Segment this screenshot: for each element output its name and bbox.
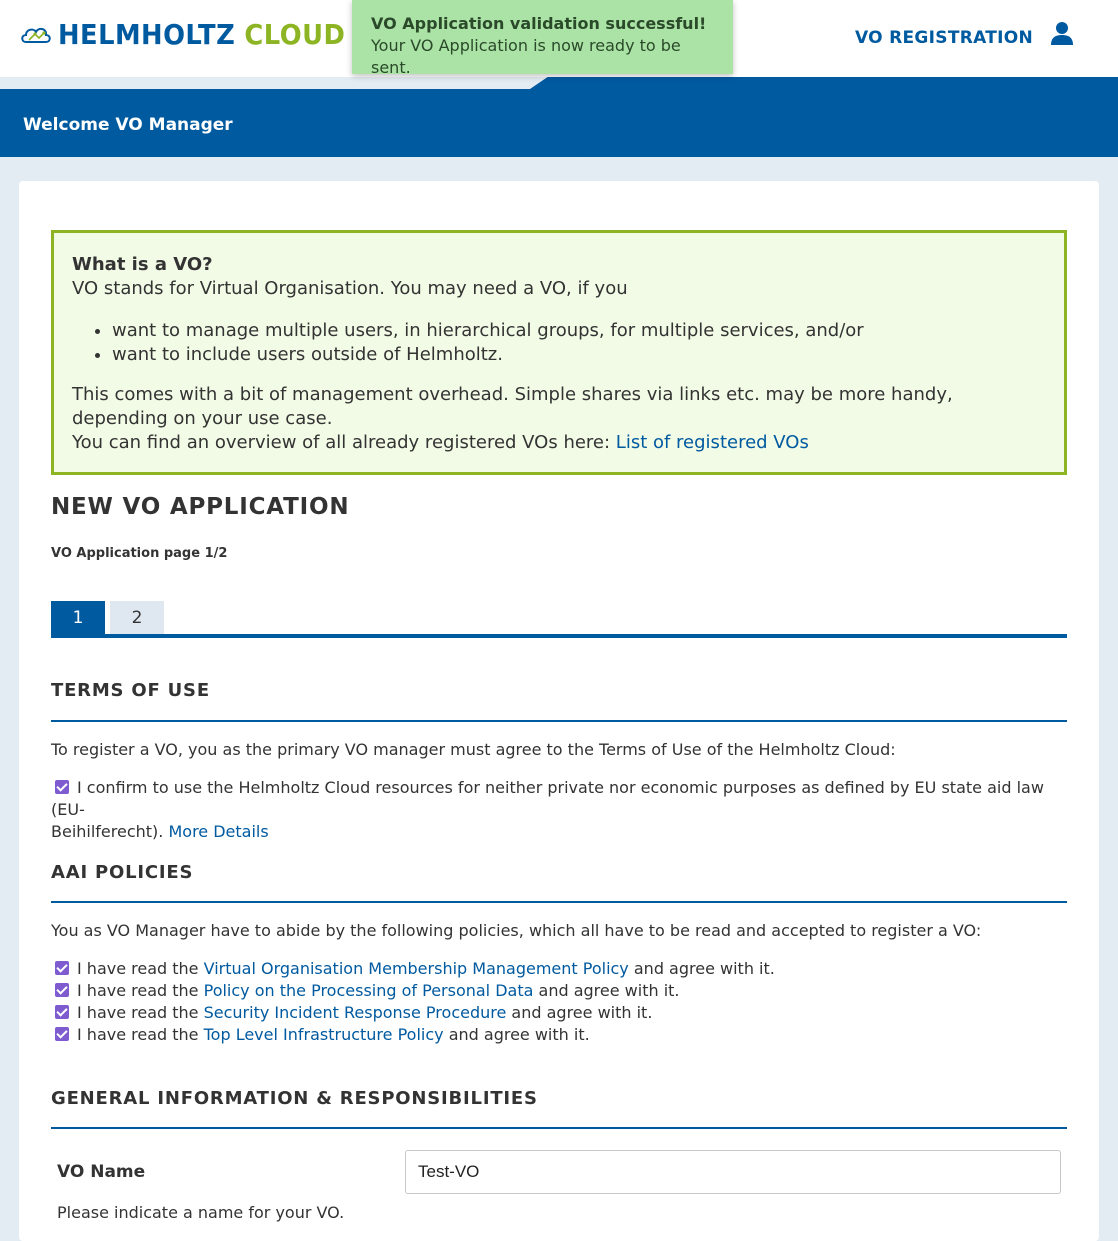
page-indicator: VO Application page 1/2: [51, 546, 228, 561]
page-title: NEW VO APPLICATION: [51, 494, 350, 520]
aai-policies-heading: AAI POLICIES: [51, 862, 194, 883]
vo-name-label: VO Name: [57, 1162, 146, 1182]
info-bullet-list: [72, 319, 1046, 367]
terms-intro: To register a VO, you as the primary VO manager must agree to the Terms of Use of the Helmholtz Cloud:: [51, 740, 896, 759]
welcome-title: Welcome VO Manager: [23, 115, 233, 135]
logo-wordmark: HELMHOLTZ CLOUD: [58, 18, 346, 51]
policy-suffix: and agree with it.: [628, 959, 775, 978]
toast-message: Your VO Application is now ready to be sent.: [371, 36, 681, 77]
tab-underline: [51, 634, 1067, 638]
section-divider: [51, 901, 1067, 903]
general-info-heading: GENERAL INFORMATION & RESPONSIBILITIES: [51, 1088, 538, 1109]
overview-prefix: You can find an overview of all already registered VOs here:: [72, 432, 616, 453]
info-bullet: • want to include users outside of Helmholtz.: [112, 343, 1046, 367]
info-intro: VO stands for Virtual Organisation. You may need a VO, if you: [72, 278, 628, 299]
info-overview: [72, 431, 1046, 455]
cloud-logo-icon: [20, 20, 52, 50]
policy-link-security-incident[interactable]: Security Incident Response Procedure: [203, 1003, 507, 1022]
registered-vos-link[interactable]: List of registered VOs: [615, 432, 809, 453]
policy-link-membership[interactable]: Virtual Organisation Membership Management Policy: [203, 959, 629, 978]
more-details-link[interactable]: More Details: [168, 822, 269, 841]
user-account-icon[interactable]: [1049, 20, 1075, 46]
tab-page-2[interactable]: 2: [110, 601, 164, 635]
banner-decoration-bottom: [0, 145, 590, 157]
what-is-vo-infobox: [51, 230, 1067, 475]
info-overhead: This comes with a bit of management overhead. Simple shares via links etc. may be more handy, depending on your use case.: [72, 384, 953, 429]
terms-confirm-checkbox[interactable]: [55, 780, 69, 794]
policy-checkbox[interactable]: [55, 1027, 69, 1041]
nav-vo-registration-link[interactable]: VO REGISTRATION: [855, 28, 1034, 48]
section-divider: [51, 720, 1067, 722]
policy-prefix: I have read the: [77, 1003, 204, 1022]
vo-name-help: Please indicate a name for your VO.: [57, 1203, 345, 1222]
info-bullet: • want to manage multiple users, in hierarchical groups, for multiple services, and/or: [112, 319, 1046, 343]
info-question: What is a VO?: [72, 254, 213, 275]
terms-confirm-text-2: Beihilferecht).: [51, 822, 169, 841]
policy-prefix: I have read the: [77, 1025, 204, 1044]
policy-row: [51, 1024, 590, 1046]
policy-link-infrastructure[interactable]: Top Level Infrastructure Policy: [203, 1025, 444, 1044]
policy-prefix: I have read the: [77, 959, 204, 978]
policy-suffix: and agree with it.: [533, 981, 680, 1000]
helmholtz-cloud-logo[interactable]: [20, 18, 370, 51]
policy-row: [51, 1002, 652, 1024]
tab-page-1[interactable]: 1: [51, 601, 105, 635]
policy-checkbox[interactable]: [55, 961, 69, 975]
policy-checkbox[interactable]: [55, 983, 69, 997]
terms-heading: TERMS OF USE: [51, 680, 210, 701]
policy-prefix: I have read the: [77, 981, 204, 1000]
section-divider: [51, 1127, 1067, 1129]
policy-link-personal-data[interactable]: Policy on the Processing of Personal Data: [203, 981, 534, 1000]
terms-confirm-row: [51, 777, 1067, 843]
policy-row: [51, 980, 680, 1002]
policy-row: [51, 958, 775, 980]
vo-name-input[interactable]: [405, 1150, 1061, 1194]
toast-title: VO Application validation successful!: [371, 14, 707, 33]
policies-intro: You as VO Manager have to abide by the following policies, which all have to be read and accepted to register a VO:: [51, 921, 982, 940]
validation-success-toast: [352, 0, 733, 77]
policy-suffix: and agree with it.: [506, 1003, 653, 1022]
policy-suffix: and agree with it.: [443, 1025, 590, 1044]
terms-confirm-text: I confirm to use the Helmholtz Cloud resources for neither private nor economic purposes as defined by EU state aid law (EU-: [51, 778, 1044, 819]
policy-checkbox[interactable]: [55, 1005, 69, 1019]
